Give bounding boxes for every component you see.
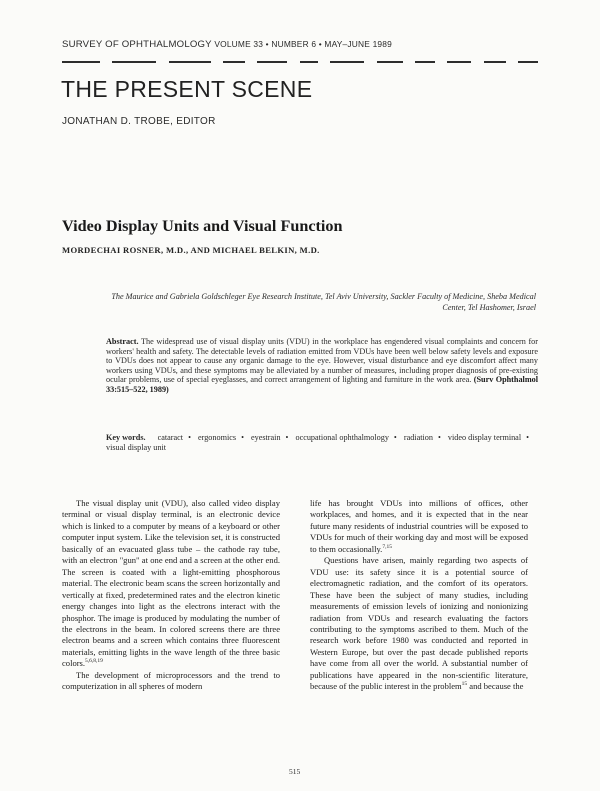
section-editor: JONATHAN D. TROBE, EDITOR <box>62 116 216 127</box>
body-column-left <box>62 498 280 693</box>
author-affiliation: The Maurice and Gabriela Goldschleger Eye Research Institute, Tel Aviv University, Sackler Faculty of Medicine, Sheba Medical Center, Tel Hashomer, Israel <box>111 292 536 312</box>
keyword: eyestrain <box>250 433 281 442</box>
journal-name: SURVEY OF OPHTHALMOLOGY <box>62 39 212 50</box>
body-paragraph: life has brought VDUs into millions of offices, other workplaces, and homes, and it is expected that in the near future many residents of industrial countries will be exposed to VDUs for much of their working day and most will be exposed to them occasionally.$^{7,15}$ <box>310 498 528 554</box>
reference-superscript: 7,15 <box>382 543 392 550</box>
volume-issue: VOLUME 33 • NUMBER 6 • MAY–JUNE 1989 <box>214 39 392 49</box>
reference-superscript: 15 <box>461 681 468 688</box>
journal-header <box>62 39 392 50</box>
article-title: Video Display Units and Visual Function <box>62 217 343 235</box>
abstract-label: Abstract. <box>106 337 139 346</box>
keyword: video display terminal <box>447 433 522 442</box>
reference-superscript: 5,6,8,19 <box>85 658 103 665</box>
header-rule <box>62 61 538 64</box>
abstract-text: The widespread use of visual display units (VDU) in the workplace has engendered visual complaints and concern for workers' health and safety. The detectable levels of radiation emitted from VDUs have been well below safety levels and exposure to VDUs does not appear to cause any organic damage to the eye. However, visual disturbance and eye discomfort affect many workers using VDUs, and these symptoms may be alleviated by a number of measures, including proper diagnosis of pre-existing ocular problems, use of special eyeglasses, and correct arrangement of lighting and furniture in the work area. <box>106 337 539 385</box>
keyword: visual display unit <box>106 443 167 452</box>
body-paragraph: The visual display unit (VDU), also called video display terminal or visual display terminal, is an electronic device which is linked to a computer by means of a keyboard or other computer input system. Like the television set, it is constructed basically of an evacuated glass tube – the cathode ray tube, with an electron "gun" at one end and a screen at the other end. The screen is coated with a light-emitting phosphorous material. The electronic beam scans the screen horizontally and vertically at fixed, predetermined rates and the electron kinetic energy changes into light as the electrons interact with the phosphor. The image is produced by modulating the number of the electrons in the beam. In colored screens there are three electron beams and a screen which contains three fluorescent materials, emitting lights in the wave length of the three basic colors.$^{5,6,8,19}$ <box>62 498 280 669</box>
keyword: radiation <box>403 433 433 442</box>
section-title: THE PRESENT SCENE <box>61 76 313 102</box>
keyword: occupational ophthalmology <box>295 433 389 442</box>
keyword: cataract <box>157 433 184 442</box>
article-authors: MORDECHAI ROSNER, M.D., AND MICHAEL BELKIN, M.D. <box>62 245 320 255</box>
body-paragraph: The development of microprocessors and the trend to computerization in all spheres of modern <box>62 669 280 692</box>
abstract <box>106 337 538 395</box>
abstract-citation: (Surv Ophthalmol 33:515–522, 1989) <box>106 375 539 394</box>
keywords-label: Key words. <box>106 433 146 442</box>
page-number: 515 <box>289 767 301 776</box>
body-column-right <box>310 498 528 693</box>
keywords: Key words. cataract • ergonomics • eyestrain • occupational ophthalmology • radiation • video display terminal • visual display unit <box>106 433 529 452</box>
body-paragraph: Questions have arisen, mainly regarding two aspects of VDU use: its safety since it is a potential source of electromagnetic radiation, and the comfort of its operators. These have been the subject of many studies, including measurements of emission levels of ionizing and nonionizing radiation from VDUs and research evaluating the factors contributing to the symptoms ascribed to them. Much of the research work before 1980 was conducted and reported in Western Europe, but over the past decade published reports have come from all over the world. A substantial number of publications have appeared in the non-scientific literature, because of the public interest in the problem$^{15}$ and because the <box>310 555 528 692</box>
keyword: ergonomics <box>198 433 237 442</box>
